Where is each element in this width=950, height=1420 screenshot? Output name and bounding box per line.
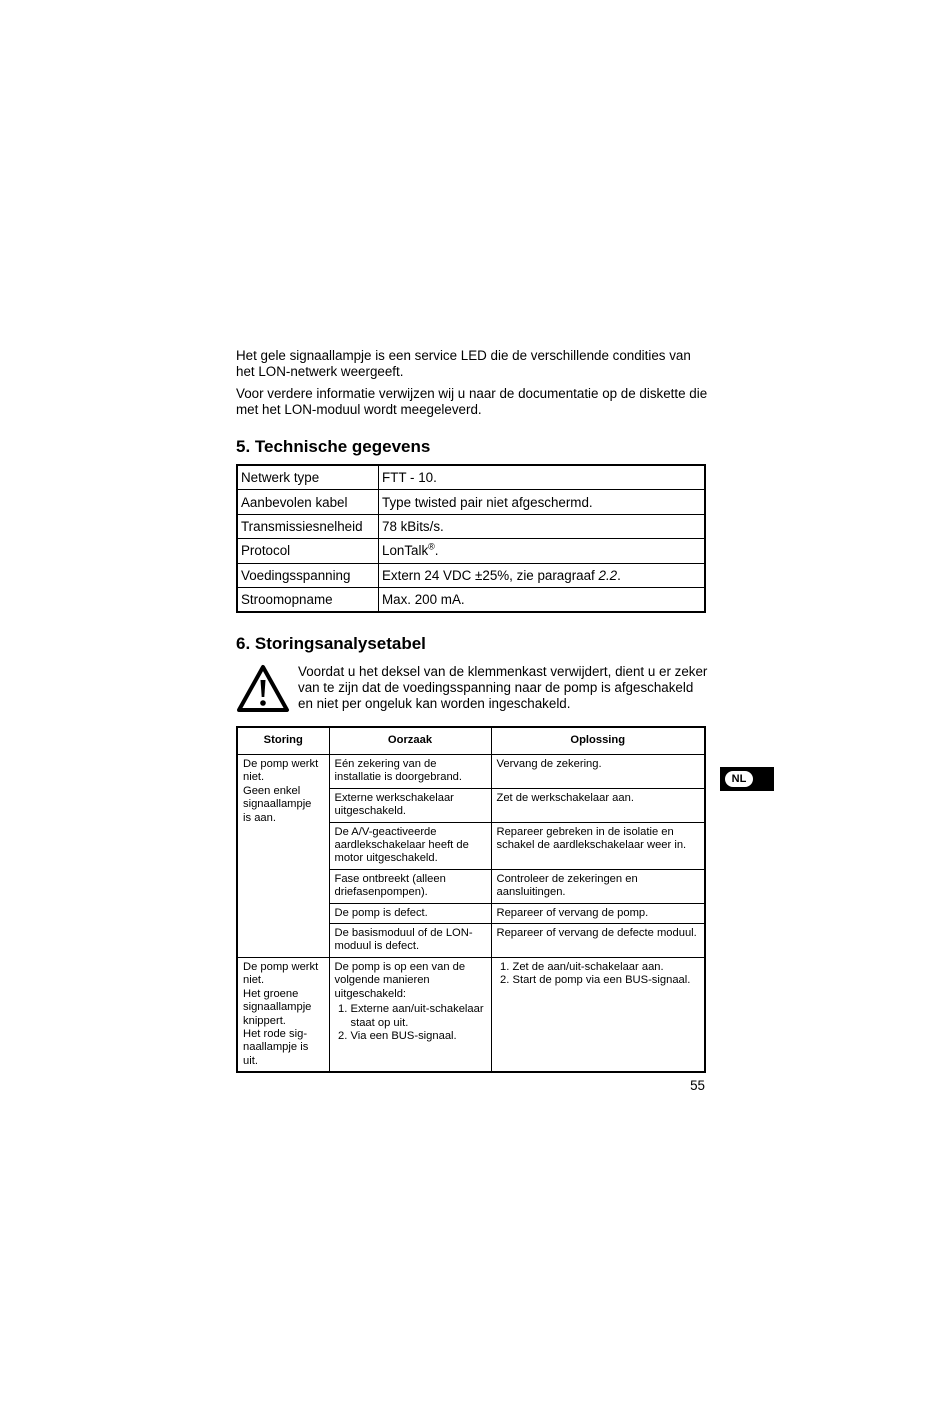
spec-value: Type twisted pair niet afgeschermd.: [379, 490, 706, 514]
table-row: [237, 755, 705, 789]
cause-cell: De basismoduul of de LON-moduul is defect.: [329, 924, 491, 958]
spec-row: [237, 465, 705, 490]
cause-cell: Eén zekering van de installatie is doorgebrand.: [329, 755, 491, 789]
section-5-title: 5. Technische gegevens: [236, 437, 431, 456]
spec-key: Aanbevolen kabel: [237, 490, 379, 514]
protocol-suffix: .: [434, 543, 439, 559]
cause-cell: Externe werkschakelaar uitgeschakeld.: [329, 788, 491, 822]
cause-cell: De A/V-geactiveerde aardlekschakelaar heeft de motor uitgeschakeld.: [329, 822, 491, 869]
warning-triangle-icon: [236, 664, 290, 714]
solution-cell: Repareer gebreken in de isolatie en schakel de aardlekschakelaar weer in.: [491, 822, 705, 869]
spec-value: Max. 200 mA.: [379, 587, 706, 612]
spec-row: [237, 490, 705, 514]
solution-cell: Controleer de zekeringen en aansluitingen.: [491, 869, 705, 903]
spec-key: Stroomopname: [237, 587, 379, 612]
technical-data-table: [236, 464, 706, 613]
fault-analysis-table: [236, 726, 706, 1073]
section-6-title: 6. Storingsanalysetabel: [236, 634, 426, 653]
cause-cell: Fase ontbreekt (alleen driefasenpompen).: [329, 869, 491, 903]
list-item: 1. Externe aan/uit-schakelaar staat op uit.: [351, 1003, 486, 1030]
voltage-text: Extern 24 VDC ±25%, zie paragraaf: [382, 567, 599, 583]
spec-value: [379, 563, 706, 587]
warning-text: Voordat u het deksel van de klemmenkast verwijdert, dient u er zeker van te zijn dat de voedingsspanning naar de pomp is afgeschakeld en niet per ongeluk kan worden ingeschakeld.: [298, 664, 708, 711]
spec-row: [237, 563, 705, 587]
spec-value: 78 kBits/s.: [379, 514, 706, 538]
cause-list: [335, 1003, 486, 1043]
spec-row: [237, 539, 705, 563]
intro-paragraph-1: Het gele signaallampje is een service LED die de verschillende condities van het LON-netwerk weergeeft.: [236, 348, 691, 379]
solution-cell: Zet de werkschakelaar aan.: [491, 788, 705, 822]
fault-cell: De pomp werkt niet. Geen enkel signaallampje is aan.: [237, 755, 329, 958]
spec-value: [379, 539, 706, 563]
language-label: NL: [725, 771, 753, 787]
table-header-row: [237, 727, 705, 755]
solution-cell: Repareer of vervang de pomp.: [491, 903, 705, 923]
spec-key: Voedingsspanning: [237, 563, 379, 587]
language-tab: [720, 767, 774, 791]
spec-key: Protocol: [237, 539, 379, 563]
spec-key: Transmissiesnelheid: [237, 514, 379, 538]
column-header-storing: Storing: [237, 727, 329, 755]
list-item: 2. Start de pomp via een BUS-signaal.: [513, 974, 700, 987]
cause-intro: De pomp is op een van de volgende manieren uitgeschakeld:: [334, 960, 466, 1000]
solution-cell: Repareer of vervang de defecte moduul.: [491, 924, 705, 958]
spec-row: [237, 514, 705, 538]
list-item: 2. Via een BUS-signaal.: [351, 1030, 486, 1043]
list-item: 1. Zet de aan/uit-schakelaar aan.: [513, 961, 700, 974]
table-row: [237, 957, 705, 1072]
spec-value: FTT - 10.: [379, 465, 706, 490]
solution-cell: Vervang de zekering.: [491, 755, 705, 789]
cause-cell: [329, 957, 491, 1072]
column-header-oplossing: Oplossing: [491, 727, 705, 755]
solution-cell: [491, 957, 705, 1072]
cause-cell: De pomp is defect.: [329, 903, 491, 923]
solution-list: [497, 961, 700, 988]
page-number: 55: [690, 1078, 705, 1093]
registered-mark: ®: [428, 541, 435, 552]
spec-row: [237, 587, 705, 612]
intro-paragraph-2: Voor verdere informatie verwijzen wij u naar de documentatie op de diskette die met het LON-moduul wordt meegeleverd.: [236, 386, 708, 417]
protocol-name: LonTalk: [382, 543, 429, 559]
voltage-suffix: .: [617, 567, 621, 583]
column-header-oorzaak: Oorzaak: [329, 727, 491, 755]
fault-cell: De pomp werkt niet. Het groene signaallampje knippert. Het rode sig- naallampje is uit.: [237, 957, 329, 1072]
spec-key: Netwerk type: [237, 465, 379, 490]
paragraph-reference: 2.2: [598, 567, 618, 583]
